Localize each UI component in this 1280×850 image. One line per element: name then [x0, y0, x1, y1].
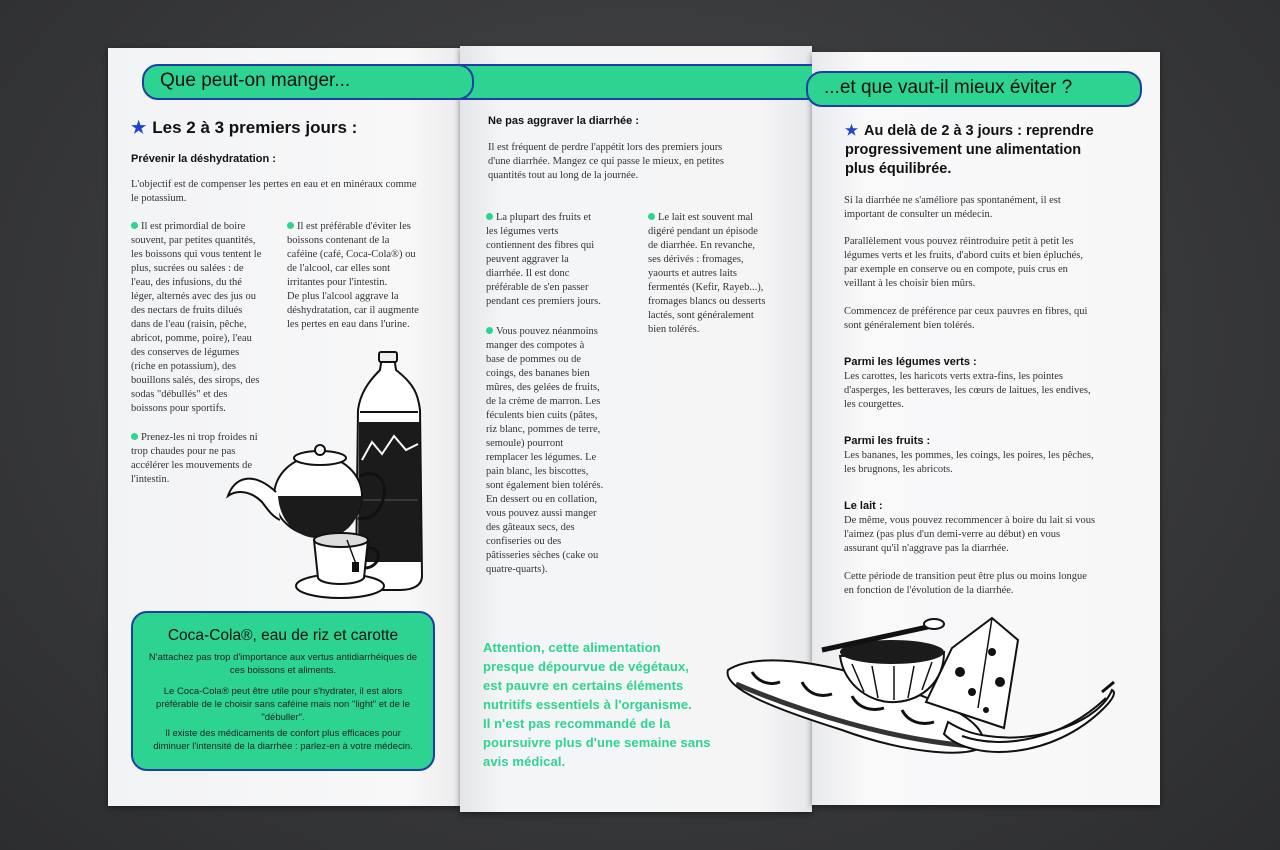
star-icon: ★: [845, 123, 858, 139]
text-line: Vous pouvez néanmoins: [496, 326, 598, 337]
text-line: est pauvre en certains éléments: [483, 678, 684, 693]
bullet-icon: [486, 327, 493, 334]
text-line: sont généralement bien tolérés.: [844, 320, 975, 331]
text-line: des gâteaux secs, des: [486, 522, 575, 533]
text-line: Le Coca-Cola® peut être utile pour s'hydrater, il est alors: [163, 686, 403, 697]
text-line: manger des compotes à: [486, 340, 585, 351]
text-line: confiseries ou des: [486, 536, 562, 547]
middle-subheading: Ne pas aggraver la diarrhée :: [488, 115, 640, 127]
vegetables-list: [844, 370, 1144, 412]
text-line: progressivement une alimentation: [845, 142, 1082, 158]
text-line: féculents bien cuits (pâtes,: [486, 410, 598, 421]
left-subheading: Prévenir la déshydratation :: [131, 153, 276, 165]
bullet-icon: [287, 222, 294, 229]
text-line: semoule) pourront: [486, 438, 564, 449]
text-line: poursuivre plus d'une semaine sans: [483, 735, 711, 750]
text-line: l'aimez (pas plus d'un demi-verre au début) en vous: [844, 529, 1061, 540]
text-line: coings, des bananes bien: [486, 368, 590, 379]
text-line: diarrhée. Il est donc: [486, 268, 570, 279]
food-illustration: [722, 612, 1122, 762]
text-line: bouillons salés, des sirops, des: [131, 375, 260, 386]
text-line: pendant ces premiers jours.: [486, 296, 601, 307]
right-paragraph-3: [844, 305, 1144, 333]
text-line: bien tolérés.: [648, 324, 700, 335]
header-band-middle: [460, 64, 812, 100]
milk-title: Le lait :: [844, 500, 883, 512]
text-line: contiennent des fibres qui: [486, 240, 595, 251]
text-line: l'intestin.: [131, 474, 170, 485]
left-heading: [131, 118, 357, 138]
text-line: assurant qu'il n'aggrave pas la diarrhée.: [844, 543, 1009, 554]
text-line: Si la diarrhée ne s'améliore pas spontanément, il est: [844, 195, 1061, 206]
text-line: avis médical.: [483, 754, 566, 769]
text-line: irritantes pour l'intestin.: [287, 277, 388, 288]
text-line: les boissons qui vous tentent le: [131, 249, 262, 260]
coca-box-title: Coca-Cola®, eau de riz et carotte: [167, 627, 399, 644]
text-line: La plupart des fruits et: [496, 212, 592, 223]
text-line: trop chaudes pour ne pas: [131, 446, 236, 457]
coca-cola-box: [131, 611, 435, 771]
vegetables-title: Parmi les légumes verts :: [844, 356, 977, 368]
text-line: "débuller".: [261, 712, 305, 723]
right-paragraph-2: [844, 235, 1144, 291]
text-line: quantités tout au long de la journée.: [488, 170, 639, 181]
right-paragraph-1: [844, 194, 1144, 222]
bullet-icon: [486, 213, 493, 220]
bullet-icon: [648, 213, 655, 220]
text-line: veillant à les choisir bien mûrs.: [844, 278, 976, 289]
text-line: important de consulter un médecin.: [844, 209, 993, 220]
text-line: d'une diarrhée. Mangez ce qui passe le mieux, en petites: [488, 156, 725, 167]
text-line: digéré pendant un épisode: [648, 226, 758, 237]
text-line: des nectars de fruits dilués: [131, 305, 243, 316]
text-line: les pertes en eau dans l'urine.: [287, 319, 410, 330]
text-line: Au delà de 2 à 3 jours : reprendre: [864, 123, 1094, 139]
middle-col1: [486, 211, 636, 309]
text-line: les courgettes.: [844, 399, 904, 410]
text-line: Attention, cette alimentation: [483, 640, 661, 655]
text-line: abricot, pomme, poire), l'eau: [131, 333, 252, 344]
text-line: Il est primordial de boire: [141, 221, 246, 232]
text-line: Parallèlement vous pouvez réintroduire petit à petit les: [844, 236, 1074, 247]
text-line: sont également bien tolérés.: [486, 480, 604, 491]
text-line: nutritifs essentiels à l'organisme.: [483, 697, 692, 712]
text-line: presque dépourvue de végétaux,: [483, 659, 690, 674]
text-line: remplacer les légumes. Le: [486, 452, 597, 463]
text-line: (riche en potassium), des: [131, 361, 236, 372]
text-line: fermentés (Kefir, Rayeb...),: [648, 282, 764, 293]
text-line: peuvent aggraver la: [486, 254, 569, 265]
text-line: mûres, des gelées de fruits,: [486, 382, 600, 393]
text-line: Il est fréquent de perdre l'appétit lors des premiers jours: [488, 142, 723, 153]
text-line: en fonction de l'évolution de la diarrhée.: [844, 585, 1014, 596]
text-line: l'eau, des infusions, du thé: [131, 277, 242, 288]
left-heading-text: Les 2 à 3 premiers jours :: [152, 118, 358, 137]
text-line: Cette période de transition peut être plus ou moins longue: [844, 571, 1087, 582]
text-line: boissons contenant de la: [287, 235, 390, 246]
text-line: des conserves de légumes: [131, 347, 240, 358]
text-line: le potassium.: [131, 193, 187, 204]
text-line: diminuer l'intensité de la diarrhée : parlez-en à votre médecin.: [153, 741, 413, 752]
text-line: De même, vous pouvez recommencer à boire du lait si vous: [844, 515, 1096, 526]
right-heading: [845, 122, 1094, 179]
drinks-illustration: [222, 350, 437, 605]
text-line: Commencez de préférence par ceux pauvres en fibres, qui: [844, 306, 1088, 317]
text-line: base de pommes ou de: [486, 354, 582, 365]
text-line: fromages blancs ou desserts: [648, 296, 766, 307]
text-line: de diarrhée. En revanche,: [648, 240, 755, 251]
text-line: préférable de le choisir sans caféine mais non "light" et de le: [156, 699, 410, 710]
left-col2: [287, 220, 452, 332]
text-line: de la crème de marron. Les: [486, 396, 601, 407]
text-line: quatre-quarts).: [486, 564, 548, 575]
text-line: plus équilibrée.: [845, 161, 952, 177]
middle-col1b: [486, 325, 636, 577]
text-line: souvent, par petites quantités,: [131, 235, 256, 246]
text-line: Les bananes, les pommes, les coings, les poires, les pêches,: [844, 450, 1094, 461]
fruits-list: [844, 449, 1144, 477]
right-banner-text: ...et que vaut-il mieux éviter ?: [824, 77, 1073, 98]
text-line: pain blanc, les biscottes,: [486, 466, 589, 477]
middle-col2: [648, 211, 798, 337]
text-line: Les carottes, les haricots verts extra-fins, les pointes: [844, 371, 1063, 382]
text-line: par exemple en conserve ou en compote, puis crus en: [844, 264, 1068, 275]
text-line: caféine (café, Coca-Cola®) ou: [287, 249, 416, 260]
coca-box-paragraph-3: [143, 727, 423, 753]
star-icon: ★: [131, 118, 147, 137]
fruits-title: Parmi les fruits :: [844, 435, 931, 447]
milk-text: [844, 514, 1144, 556]
text-line: Prenez-les ni trop froides ni: [141, 432, 258, 443]
text-line: L'objectif est de compenser les pertes en eau et en minéraux comme: [131, 179, 417, 190]
text-line: ces boissons et aliments.: [229, 665, 337, 676]
text-line: Il n'est pas recommandé de la: [483, 716, 671, 731]
text-line: préférable de s'en passer: [486, 282, 589, 293]
text-line: ses dérivés : fromages,: [648, 254, 744, 265]
text-line: de l'alcool, car elles sont: [287, 263, 391, 274]
text-line: riz blanc, pommes de terre,: [486, 424, 601, 435]
text-line: Le lait est souvent mal: [658, 212, 754, 223]
right-paragraph-4: [844, 570, 1144, 598]
left-intro: [131, 178, 451, 206]
text-line: d'asperges, les betteraves, les cœurs de laitues, les endives,: [844, 385, 1091, 396]
bullet-icon: [131, 222, 138, 229]
text-line: boissons pour sportifs.: [131, 403, 226, 414]
text-line: dans de l'eau (raisin, pêche,: [131, 319, 247, 330]
text-line: les brugnons, les abricots.: [844, 464, 953, 475]
middle-intro: [488, 141, 788, 183]
left-banner-text: Que peut-on manger...: [160, 70, 351, 91]
text-line: léger, alternés avec des jus ou: [131, 291, 256, 302]
text-line: accélérer les mouvements de: [131, 460, 252, 471]
text-line: vous pouvez aussi manger: [486, 508, 597, 519]
text-line: déshydratation, car il augmente: [287, 305, 419, 316]
text-line: légumes verts et les fruits, d'abord cuits et bien épluchés,: [844, 250, 1083, 261]
text-line: lactés, sont généralement: [648, 310, 754, 321]
text-line: plus, sucrées ou salées : de: [131, 263, 244, 274]
coca-box-paragraph-1: [143, 651, 423, 677]
text-line: Il est préférable d'éviter les: [297, 221, 411, 232]
text-line: les légumes verts: [486, 226, 559, 237]
text-line: N'attachez pas trop d'importance aux vertus antidiarrhéiques de: [148, 652, 418, 663]
attention-warning: [483, 638, 733, 771]
text-line: Il existe des médicaments de confort plus efficaces pour: [165, 728, 401, 739]
text-line: pâtisseries sèches (cake ou: [486, 550, 599, 561]
text-line: En dessert ou en collation,: [486, 494, 598, 505]
bullet-icon: [131, 433, 138, 440]
coca-box-paragraph-2: [143, 685, 423, 724]
text-line: yaourts et autres laits: [648, 268, 737, 279]
text-line: De plus l'alcool aggrave la: [287, 291, 399, 302]
text-line: sodas "débullés" et des: [131, 389, 228, 400]
